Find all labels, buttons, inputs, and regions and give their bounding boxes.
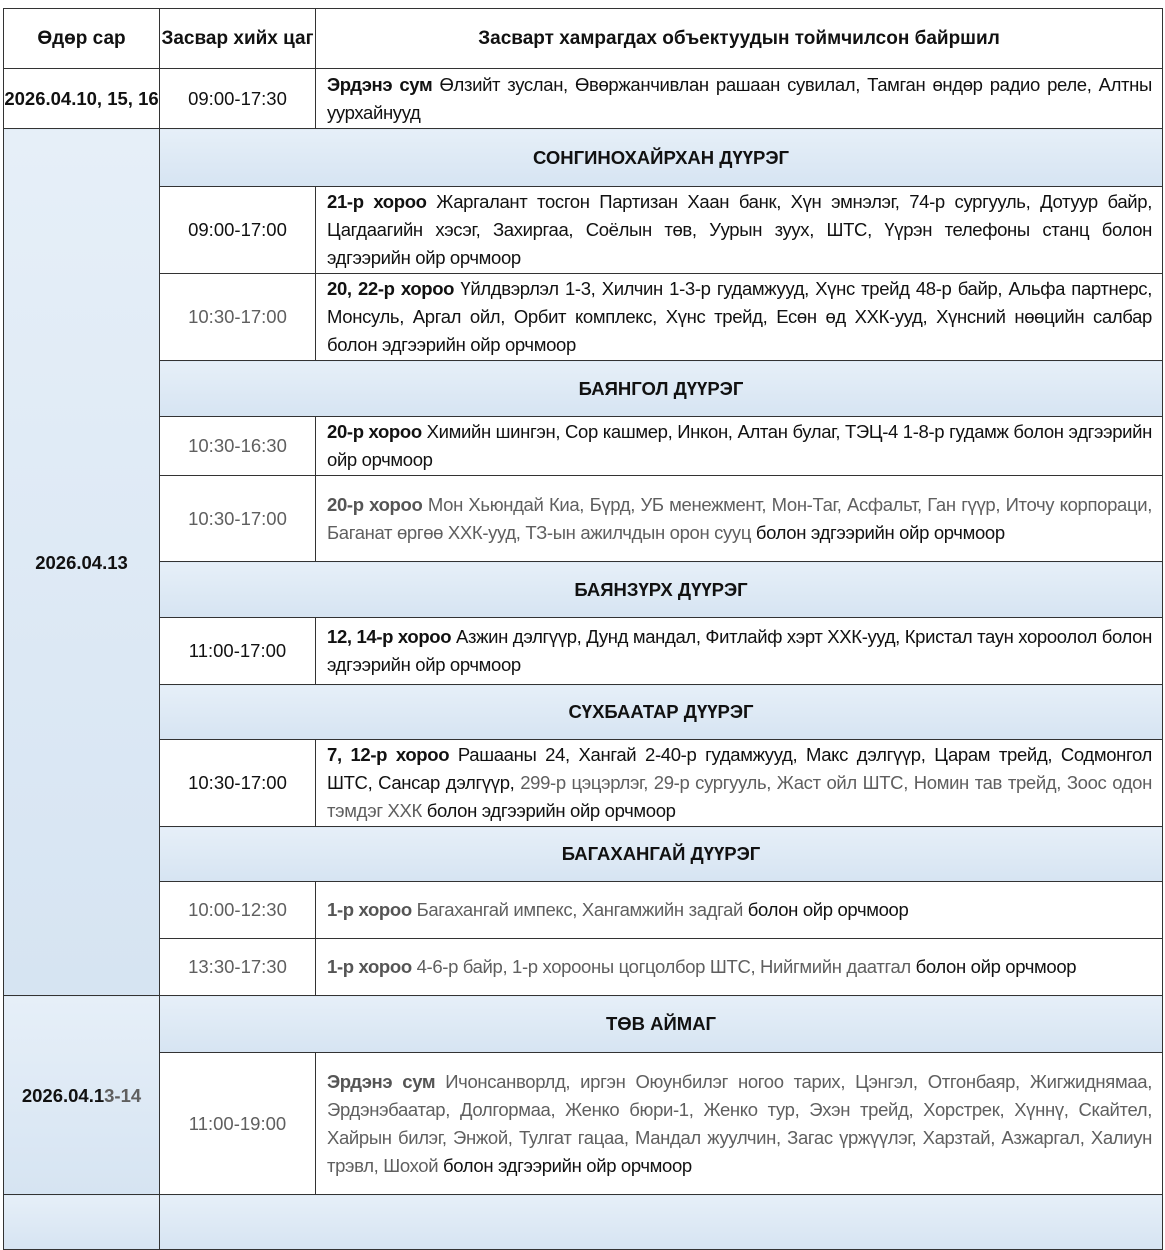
- text-segment: болон ойр орчмоор: [743, 899, 909, 920]
- district-band-row: [4, 129, 1163, 187]
- district-band: БАГАХАНГАЙ ДҮҮРЭГ: [160, 827, 1163, 882]
- location-cell: [316, 187, 1163, 274]
- bold-lead: 20, 22-р хороо: [327, 278, 455, 299]
- text-segment: Жаргалант тосгон Партизан Хаан банк, Хүн эмнэлэг, 74-р сургууль, Дотуур байр, Цагдаагийн хэсэг, Захиргаа, Соёлын төв, Уурын зуух, ШТС, Үүрэн телефоны станц болон эдгээрийн ойр орчмоор: [327, 191, 1152, 268]
- bold-lead: 20-р хороо: [327, 493, 423, 515]
- table-row: [4, 274, 1163, 361]
- location-cell: [316, 618, 1163, 685]
- gray-text: Мон Хьюндай Киа, Бүрд, УБ менежмент, Мон-Таг, Асфальт, Ган гүүр, Иточу корпораци, Баганат өргөө ХХК-ууд, ТЗ-ын ажилчдын орон сууц: [327, 493, 1152, 543]
- gray-lead: [327, 899, 412, 920]
- text-segment: 2026.04.1: [21, 1084, 105, 1106]
- table-body: [4, 69, 1163, 1250]
- location-cell: [316, 740, 1163, 827]
- text-segment: болон эдгээрийн ойр орчмоор: [751, 521, 1005, 543]
- outage-schedule-table: [3, 8, 1163, 1250]
- text-segment: болон эдгээрийн ойр орчмоор: [421, 800, 676, 821]
- header-date: Өдөр сар: [4, 9, 160, 69]
- time-cell: 09:00-17:00: [160, 187, 316, 274]
- district-band-row: [4, 996, 1163, 1053]
- time-cell: 09:00-17:30: [160, 69, 316, 129]
- bold-lead: 7, 12-р хороо: [327, 744, 450, 765]
- district-band-row: [4, 1195, 1163, 1250]
- time-cell: 11:00-17:00: [160, 618, 316, 685]
- location-cell: [316, 274, 1163, 361]
- text-segment: болон эдгээрийн ойр орчмоор: [438, 1154, 692, 1176]
- text-segment: Рашааны 24, Хангай 2-40-р гудамжууд, Макс дэлгүүр, Царам трейд, Содмонгол ШТС, Сансар дэлгүүр,: [327, 744, 1153, 793]
- text-segment: 2026.04.10, 15, 16: [4, 88, 159, 109]
- text-segment: Үйлдвэрлэл 1-3, Хилчин 1-3-р гудамжууд, Хүнс трейд 48-р байр, Альфа партнерс, Монсуль, Аргал ойл, Орбит комплекс, Хүнс трейд, Есөн өд ХХК-ууд, Хүнсний нөөцийн салбар болон эдгээрийн ойр орчмоор: [327, 278, 1152, 355]
- district-band: СОНГИНОХАЙРХАН ДҮҮРЭГ: [160, 129, 1163, 187]
- time-cell: 10:00-12:30: [160, 882, 316, 939]
- date-cell: [4, 1195, 160, 1250]
- time-cell: 10:30-17:00: [160, 740, 316, 827]
- table-row: [4, 417, 1163, 476]
- table-row: [4, 618, 1163, 685]
- district-band-row: [4, 361, 1163, 417]
- gray-text: 3-14: [104, 1084, 142, 1106]
- text-segment: Өлзийт зуслан, Өвөржанчивлан рашаан сувилал, Тамган өндөр радио реле, Алтны уурхайнууд: [327, 73, 1152, 123]
- date-cell: [4, 996, 160, 1195]
- bold-lead: 1-р хороо: [327, 956, 412, 977]
- time-cell: 10:30-16:30: [160, 417, 316, 476]
- bold-lead: Эрдэнэ сум: [327, 73, 433, 95]
- header-time: Засвар хийх цаг: [160, 9, 316, 69]
- header-location: Засварт хамрагдах объектуудын тоймчилсон байршил: [316, 9, 1163, 69]
- bold-lead: 1-р хороо: [327, 899, 412, 920]
- district-band-row: [4, 685, 1163, 740]
- district-band-row: [4, 562, 1163, 618]
- gray-text: 299-р цэцэрлэг, 29-р сургууль, Жаст ойл ШТС, Номин тав трейд, Зоос одон тэмдэг ХХК: [327, 772, 1152, 821]
- district-band-row: [4, 827, 1163, 882]
- gray-text: Ичонсанворлд, иргэн Оюунбилэг ногоо тарих, Цэнгэл, Отгонбаяр, Жигжиднямаа, Эрдэнэбаатар, Долгормаа, Женко бюри-1, Женко тур, Эхэн трейд, Хорстрек, Хүннү, Скайтел, Хайрын билэг, Энжой, Тулгат гацаа, Мандал жуулчин, Загас үржүүлэг, Харзтай, Азжаргал, Халиун трэвл, Шохой: [327, 1070, 1152, 1176]
- location-cell: [316, 476, 1163, 562]
- text-segment: 2026.04.13: [35, 551, 128, 573]
- table-row: [4, 187, 1163, 274]
- table-row: [4, 69, 1163, 129]
- table-row: [4, 476, 1163, 562]
- district-band: БАЯНЗҮРХ ДҮҮРЭГ: [160, 562, 1163, 618]
- table-row: [4, 882, 1163, 939]
- location-cell: [316, 69, 1163, 129]
- time-cell: 10:30-17:00: [160, 476, 316, 562]
- text-segment: Азжин дэлгүүр, Дунд мандал, Фитлайф хэрт ХХК-ууд, Кристал таун хороолол болон эдгээрийн ойр орчмоор: [327, 626, 1152, 675]
- gray-text: 4-6-р байр, 1-р хорооны цогцолбор ШТС, Нийгмийн даатгал: [411, 956, 911, 977]
- gray-lead: [327, 956, 412, 977]
- bold-lead: 20-р хороо: [327, 421, 422, 442]
- gray-lead: [327, 1071, 435, 1092]
- text-segment: болон ойр орчмоор: [910, 956, 1077, 977]
- district-band: [160, 1195, 1163, 1250]
- district-band: БАЯНГОЛ ДҮҮРЭГ: [160, 361, 1163, 417]
- date-cell: [4, 129, 160, 996]
- text-segment: Химийн шингэн, Сор кашмер, Инкон, Алтан булаг, ТЭЦ-4 1-8-р гудамж болон эдгээрийн ойр орчмоор: [327, 421, 1152, 470]
- date-cell: [4, 69, 160, 129]
- time-cell: 13:30-17:30: [160, 939, 316, 996]
- location-cell: [316, 417, 1163, 476]
- bold-lead: Эрдэнэ сум: [327, 1070, 436, 1092]
- location-cell: [316, 1053, 1163, 1195]
- table-row: [4, 939, 1163, 996]
- table-row: [4, 1053, 1163, 1195]
- gray-text: Багахангай импекс, Хангамжийн задгай: [411, 899, 743, 920]
- bold-lead: 12, 14-р хороо: [327, 626, 452, 647]
- location-cell: [316, 939, 1163, 996]
- time-cell: 11:00-19:00: [160, 1053, 316, 1195]
- location-cell: [316, 882, 1163, 939]
- district-band: СҮХБААТАР ДҮҮРЭГ: [160, 685, 1163, 740]
- bold-lead: 21-р хороо: [327, 191, 427, 212]
- time-cell: 10:30-17:00: [160, 274, 316, 361]
- gray-lead: [327, 494, 422, 515]
- table-row: [4, 740, 1163, 827]
- header-row: [4, 9, 1163, 69]
- district-band: ТӨВ АЙМАГ: [160, 996, 1163, 1053]
